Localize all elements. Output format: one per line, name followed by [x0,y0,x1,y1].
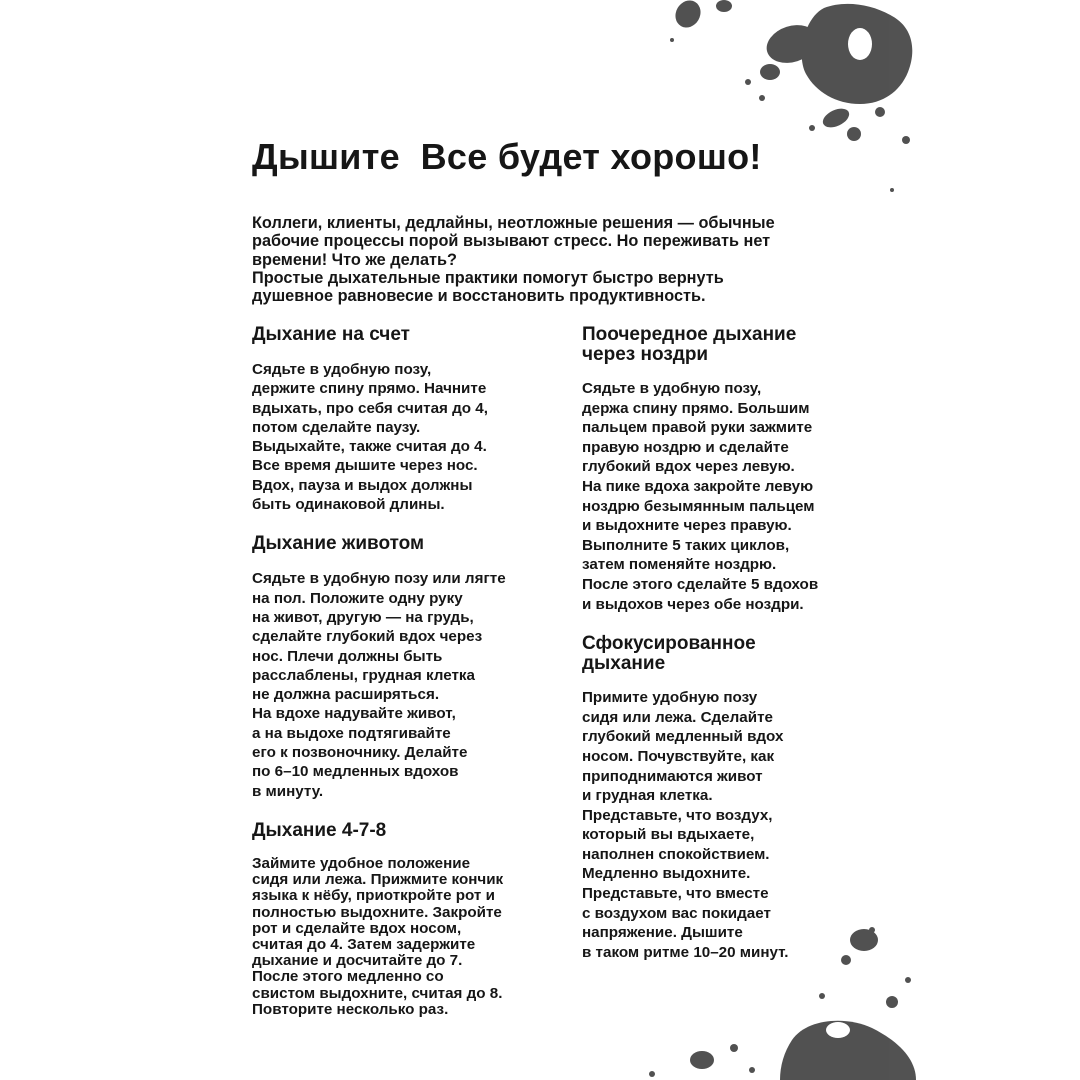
section-text: Сядьте в удобную позу, держите спину прямо. Начните вдыхать, про себя считая до 4, потом сделайте паузу. Выдыхайте, также считая до 4. Все время дышите через нос. Вдох, пауза и выдох должны быть одинаковой длины. [252,361,488,514]
intro-paragraph [252,214,812,305]
section-text: Займите удобное положение сидя или лежа. Прижмите кончик языка к нёбу, приоткройте рот и полностью выдохните. Закройте рот и сделайте вдох носом, считая до 4. Затем задержите дыхание и досчитайте до 7. После этого медленно со свистом выдохните, считая до 8. Повторите несколько раз. [252,854,504,1018]
intro-line: времени! Что же делать? [252,250,457,269]
section-text: Сядьте в удобную позу или лягте на пол. Положите одну руку на живот, другую — на грудь, сделайте глубокий вдох через нос. Плечи должны быть расслаблены, грудная клетка не должна расширяться. На вдохе надувайте живот, а на выдохе подтягивайте его к позвоночнику. Делайте по 6–10 медленных вдохов в минуту. [252,570,506,800]
right-column [582,325,882,982]
intro-line: Простые дыхательные практики помогут быстро вернуть [252,268,724,287]
section-title: Дыхание животом [252,533,425,555]
section-breathing-4-7-8 [252,821,552,1018]
section-title: Дыхание 4-7-8 [252,819,387,841]
section-title: Сфокусированное дыхание [582,633,756,674]
section-title: Поочередное дыхание через ноздри [582,324,797,365]
intro-line: Коллеги, клиенты, дедлайны, неотложные решения — обычные [252,214,775,232]
section-text: Сядьте в удобную позу, держа спину прямо. Большим пальцем правой руки зажмите правую ноздрю и сделайте глубокий вдох через левую. На пике вдоха закройте левую ноздрю безымянным пальцем и выдохните через правую. Выполните 5 таких циклов, затем поменяйте ноздрю. После этого сделайте 5 вдохов и выдохов через обе ноздри. [582,380,819,613]
section-belly-breathing [252,534,552,801]
intro-line: рабочие процессы порой вызывают стресс. Но переживать нет [252,232,771,251]
left-column [252,325,552,1038]
intro-line: душевное равновесие и восстановить продуктивность. [252,287,706,306]
article-page [232,0,916,1080]
section-title: Дыхание на счет [252,324,410,345]
section-breathing-count [252,325,552,514]
section-text: Примите удобную позу сидя или лежа. Сделайте глубокий медленный вдох носом. Почувствуйте, как приподнимаются живот и грудная клетка. Представьте, что воздух, который вы вдыхаете, наполнен спокойствием. Медленно выдохните. Представьте, что вместе с воздухом вас покидает напряжение. Дышите в таком ритме 10–20 минут. [582,689,789,961]
section-alternate-nostril [582,325,882,614]
page-title: Дышите Все будет хорошо! [252,136,762,177]
section-focused-breathing [582,634,882,962]
